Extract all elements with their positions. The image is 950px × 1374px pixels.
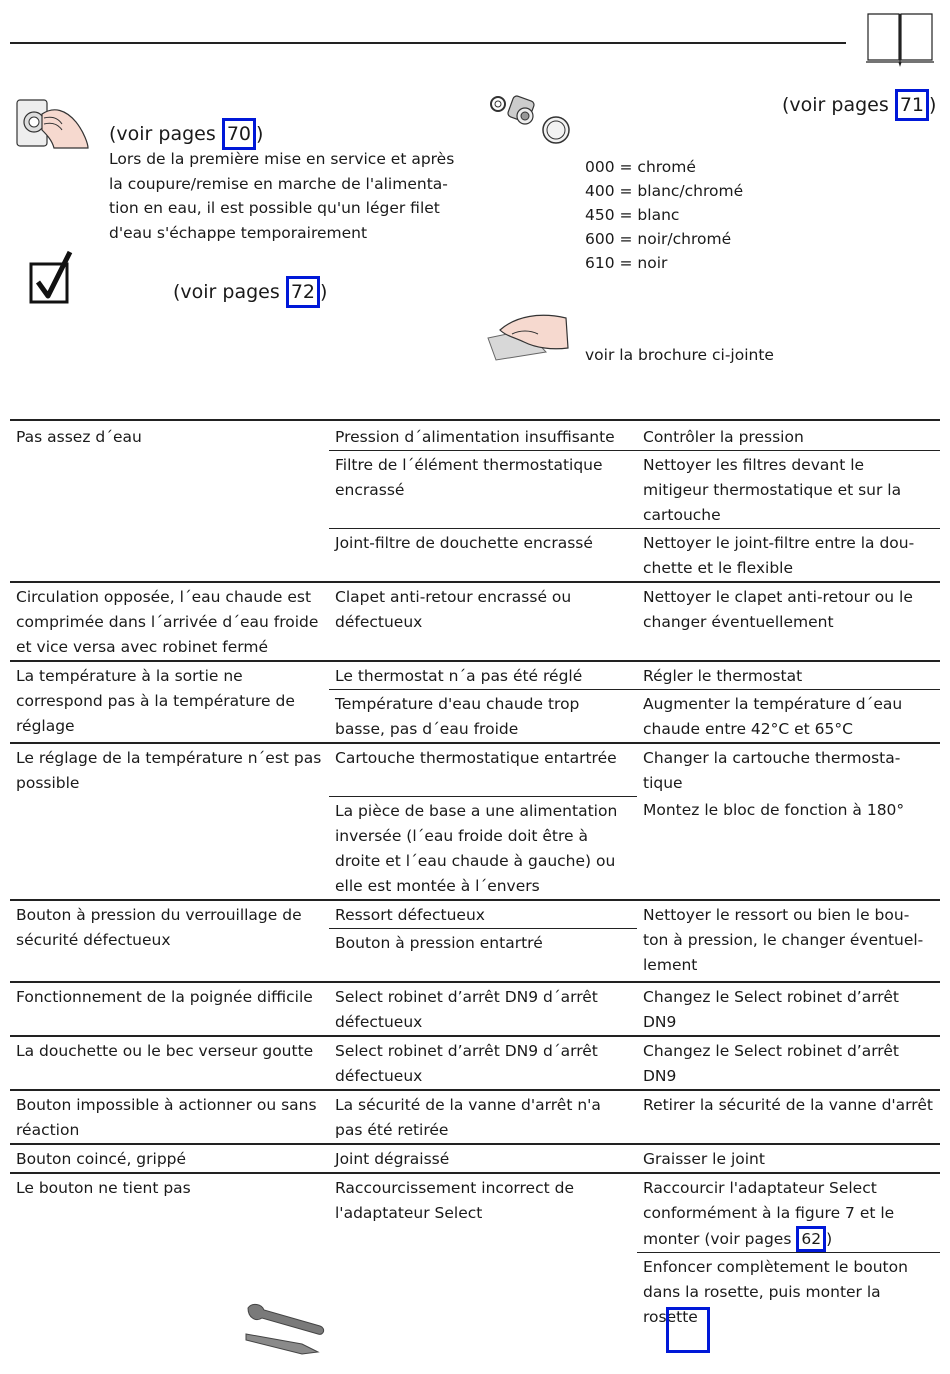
cause-cell: Joint-filtre de douchette encrassé — [329, 529, 637, 583]
remedy-text: Raccourcir l'adaptateur Select conformément à la figure 7 et le monter (voir pages — [643, 1178, 895, 1248]
cause-cell: Clapet anti-retour encrassé ou défectueux — [329, 582, 637, 661]
problem-cell: Pas assez d´eau — [10, 420, 329, 582]
problem-cell: Circulation opposée, l´eau chaude est comprimée dans l´arrivée d´eau froide et vice versa avec robinet fermé — [10, 582, 329, 661]
page-link-72[interactable]: 72 — [286, 276, 320, 308]
table-row — [10, 900, 940, 929]
remedy-cell: Graisser le joint — [637, 1144, 940, 1173]
page-link-62[interactable]: 62 — [796, 1226, 826, 1252]
checkbox-checked-icon — [28, 250, 76, 306]
remedy-close: ) — [826, 1229, 833, 1248]
voir-pages-ref-72 — [173, 276, 327, 308]
voir-pages-close: ) — [320, 281, 328, 303]
finish-codes — [585, 155, 835, 275]
cause-cell: Select robinet d’arrêt DN9 d´arrêt défectueux — [329, 1036, 637, 1090]
problem-cell: Bouton à pression du verrouillage de sécurité défectueux — [10, 900, 329, 982]
voir-pages-label: (voir pages — [109, 123, 222, 145]
note-line: d'eau s'échappe temporairement — [109, 223, 368, 242]
finish-code: 600 = noir/chromé — [585, 230, 732, 248]
cause-cell: La pièce de base a une alimentation inversée (l´eau froide doit être à droite et l´eau chaude à gauche) ou elle est montée à l´envers — [329, 796, 637, 900]
note-line: tion en eau, il est possible qu'un léger filet — [109, 199, 440, 217]
voir-pages-close: ) — [929, 94, 937, 116]
voir-pages-label: (voir pages — [782, 94, 895, 116]
remedy-cell: Montez le bloc de fonction à 180° — [637, 796, 940, 900]
note-line: Lors de la première mise en service et après — [109, 150, 455, 168]
remedy-cell: Changez le Select robinet d’arrêt DN9 — [637, 1036, 940, 1090]
problem-cell: La douchette ou le bec verseur goutte — [10, 1036, 329, 1090]
cleaning-note: voir la brochure ci-jointe — [585, 346, 774, 364]
remedy-cell: Changez le Select robinet d’arrêt DN9 — [637, 982, 940, 1036]
voir-pages-ref-70 — [109, 118, 263, 150]
cause-cell: Cartouche thermostatique entartrée — [329, 743, 637, 796]
remedy-cell: Changer la cartouche thermosta-tique — [643, 749, 901, 792]
cause-cell: Ressort défectueux — [329, 900, 637, 929]
first-use-note — [109, 147, 469, 245]
table-row — [10, 1173, 940, 1253]
note-line: la coupure/remise en marche de l'alimenta- — [109, 174, 448, 193]
cause-cell: La sécurité de la vanne d'arrêt n'a pas été retirée — [329, 1090, 637, 1144]
open-book-icon — [865, 10, 935, 68]
table-row — [10, 582, 940, 661]
page-link-71[interactable]: 71 — [895, 89, 929, 121]
header-rule — [10, 42, 846, 44]
cause-cell: Bouton à pression entartré — [329, 928, 637, 982]
table-row — [10, 743, 940, 796]
cause-cell: Raccourcissement incorrect de l'adaptateur Select — [335, 1178, 574, 1222]
remedy-cell: Augmenter la température d´eau chaude entre 42°C et 65°C — [637, 690, 940, 744]
table-row — [10, 1144, 940, 1173]
problem-cell: La température à la sortie ne correspond pas à la température de réglage — [10, 661, 329, 743]
finish-code: 000 = chromé — [585, 158, 696, 176]
finish-code: 450 = blanc — [585, 206, 680, 224]
table-row — [10, 420, 940, 451]
problem-cell: Bouton coincé, grippé — [10, 1144, 329, 1173]
remedy-cell: Retirer la sécurité de la vanne d'arrêt — [637, 1090, 940, 1144]
problem-cell: Bouton impossible à actionner ou sans réaction — [10, 1090, 329, 1144]
parts-icon — [488, 92, 574, 146]
remedy-cell — [637, 1173, 940, 1253]
remedy-cell: Enfoncer complètement le bouton dans la rosette, puis monter la rosette — [643, 1257, 908, 1326]
table-row — [10, 1090, 940, 1144]
cause-cell: Le thermostat n´a pas été réglé — [329, 661, 637, 690]
problem-cell: Le réglage de la température n´est pas possible — [10, 743, 329, 900]
remedy-cell: Régler le thermostat — [637, 661, 940, 690]
remedy-cell: Nettoyer le joint-filtre entre la dou-chette et le flexible — [637, 529, 940, 583]
problem-cell: Fonctionnement de la poignée difficile — [10, 982, 329, 1036]
remedy-cell: Nettoyer le ressort ou bien le bou-ton à pression, le changer éventuel-lement — [637, 900, 940, 982]
empty-square-icon — [666, 1307, 710, 1353]
cause-cell: Température d'eau chaude trop basse, pas d´eau froide — [329, 690, 637, 744]
cause-cell: Pression d´alimentation insuffisante — [329, 420, 637, 451]
table-row — [10, 1036, 940, 1090]
voir-pages-ref-71 — [782, 89, 936, 121]
remedy-cell: Contrôler la pression — [637, 420, 940, 451]
hand-turning-knob-icon — [14, 92, 90, 150]
voir-pages-close: ) — [256, 123, 264, 145]
finish-code: 400 = blanc/chromé — [585, 182, 744, 200]
table-row — [10, 661, 940, 690]
cause-cell: Joint dégraissé — [329, 1144, 637, 1173]
cause-cell: Select robinet d’arrêt DN9 d´arrêt défectueux — [329, 982, 637, 1036]
voir-pages-label: (voir pages — [173, 281, 286, 303]
table-row — [10, 982, 940, 1036]
troubleshooting-table — [10, 419, 940, 1330]
problem-cell: Le bouton ne tient pas — [16, 1178, 191, 1197]
finish-code: 610 = noir — [585, 254, 668, 272]
cause-cell: Filtre de l´élément thermostatique encrassé — [329, 451, 637, 529]
remedy-cell: Nettoyer le clapet anti-retour ou le changer éventuellement — [637, 582, 940, 661]
page-link-70[interactable]: 70 — [222, 118, 256, 150]
remedy-cell: Nettoyer les filtres devant le mitigeur thermostatique et sur la cartouche — [637, 451, 940, 529]
wrench-screwdriver-icon — [242, 1300, 326, 1358]
hand-cleaning-cloth-icon — [486, 308, 572, 362]
